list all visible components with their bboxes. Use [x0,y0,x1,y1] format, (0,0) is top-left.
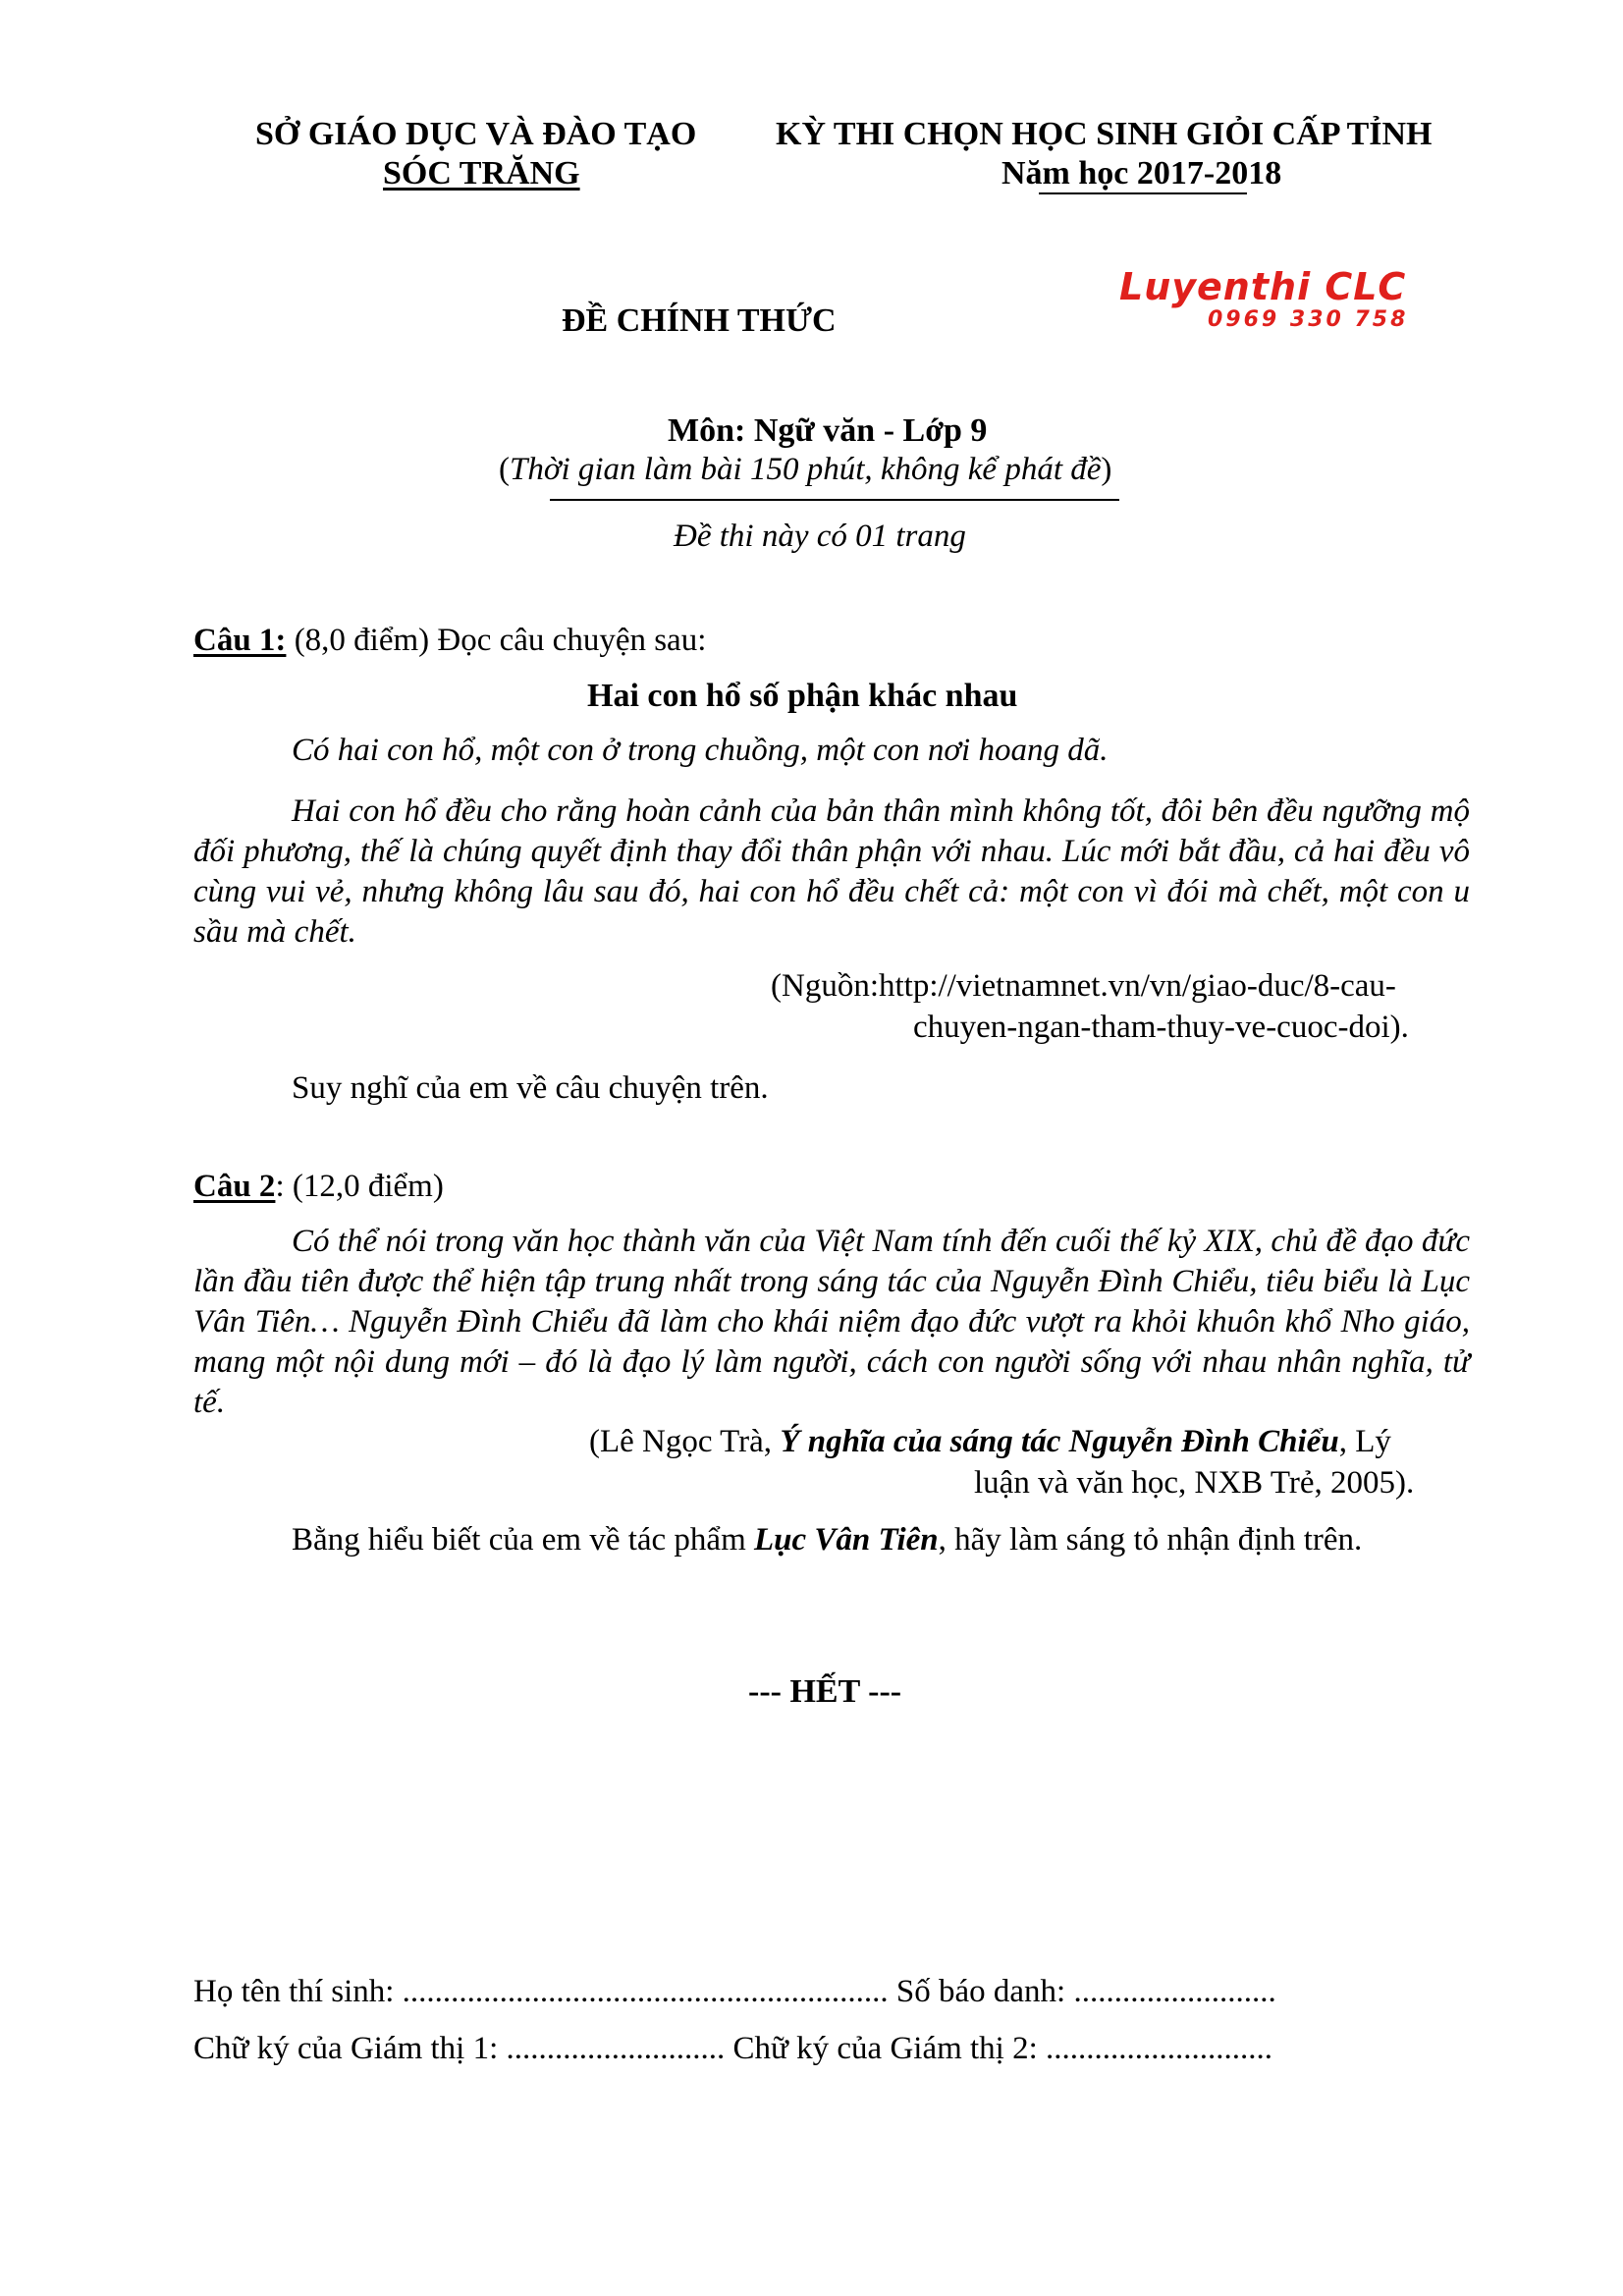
q2-quote: Có thể nói trong văn học thành văn của Việt Nam tính đến cuối thế kỷ XIX, chủ đề đạo đức lần đầu tiên được thể hiện tập trung nhất trong sáng tác của Nguyễn Đình Chiểu, tiêu biểu là Lục Vân Tiên… Nguyễn Đình Chiểu đã làm cho khái niệm đạo đức vượt ra khỏi khuôn khổ Nho giáo, mang một nội dung mới – đó là đạo lý làm người, cách con người sống với nhau nhân nghĩa, tử tế. [193,1224,1470,1420]
subject-divider [550,499,1119,501]
candidate-info-line: Họ tên thí sinh: ............................................................ Số báo danh: ......................... [193,1974,1276,2009]
source-line-2: chuyen-ngan-tham-thuy-ve-cuoc-doi). [913,1010,1409,1045]
header-left-line1: SỞ GIÁO DỤC VÀ ĐÀO TẠO [255,116,697,152]
q2-citation-line-1 [589,1424,1391,1460]
header-left-line2: SÓC TRĂNG [383,155,580,191]
header-right-underline [1039,192,1247,194]
q2-citation-line-2: luận và văn học, NXB Trẻ, 2005). [974,1465,1415,1501]
end-marker: --- HẾT --- [748,1673,902,1710]
header-right-line2: Năm học 2017-2018 [1001,155,1282,191]
story-paragraph-2: Hai con hổ đều cho rằng hoàn cảnh của bản thân mình không tốt, đôi bên đều ngưỡng mộ đối phương, thế là chúng quyết định thay đổi thân phận với nhau. Lúc mới bắt đầu, cả hai đều vô cùng vui vẻ, nhưng không lâu sau đó, hai con hổ đều chết cả: một con vì đói mà chết, một con u sầu mà chết. [193,793,1470,950]
story-paragraph-1: Có hai con hổ, một con ở trong chuồng, một con nơi hoang dã. [292,733,1109,768]
official-label: ĐỀ CHÍNH THỨC [562,302,837,339]
q2-task-c: , hãy làm sáng tỏ nhận định trên. [938,1522,1363,1558]
logo-phone: 0969 330 758 [1208,307,1409,332]
cite-author: (Lê Ngọc Trà, [589,1424,781,1459]
q2-heading [193,1169,444,1205]
q2-task-a: Bằng hiểu biết của em về tác phẩm [292,1522,754,1558]
cite-rest: , Lý [1338,1424,1391,1459]
story-title: Hai con hổ số phận khác nhau [587,678,1018,714]
q2-intro: : (12,0 điểm) [275,1169,444,1204]
subject-time [499,452,1111,488]
q1-task: Suy nghĩ của em về câu chuyện trên. [292,1070,769,1106]
q2-task [193,1520,1470,1560]
page-count: Đề thi này có 01 trang [674,519,966,554]
logo-name: Luyenthi CLC [1119,265,1407,308]
cite-title: Ý nghĩa của sáng tác Nguyễn Đình Chiểu [780,1424,1339,1459]
q1-heading [193,623,706,659]
time-open-paren: ( [499,452,510,487]
time-text: Thời gian làm bài 150 phút, không kể phát đề [510,452,1102,487]
source-line-1: (Nguồn:http://vietnamnet.vn/vn/giao-duc/8-cau- [771,968,1396,1004]
q2-label: Câu 2 [193,1169,276,1204]
q1-label: Câu 1: [193,623,287,658]
luyenthi-logo [1119,265,1434,332]
q1-intro: (8,0 điểm) Đọc câu chuyện sau: [286,623,707,658]
time-close-paren: ) [1101,452,1112,487]
header-right-line1: KỲ THI CHỌN HỌC SINH GIỎI CẤP TỈNH [776,116,1433,152]
invigilator-signature-line: Chữ ký của Giám thị 1: ........................... Chữ ký của Giám thị 2: ............................ [193,2031,1273,2066]
subject-title: Môn: Ngữ văn - Lớp 9 [668,412,988,449]
q2-task-work: Lục Vân Tiên [754,1522,939,1558]
